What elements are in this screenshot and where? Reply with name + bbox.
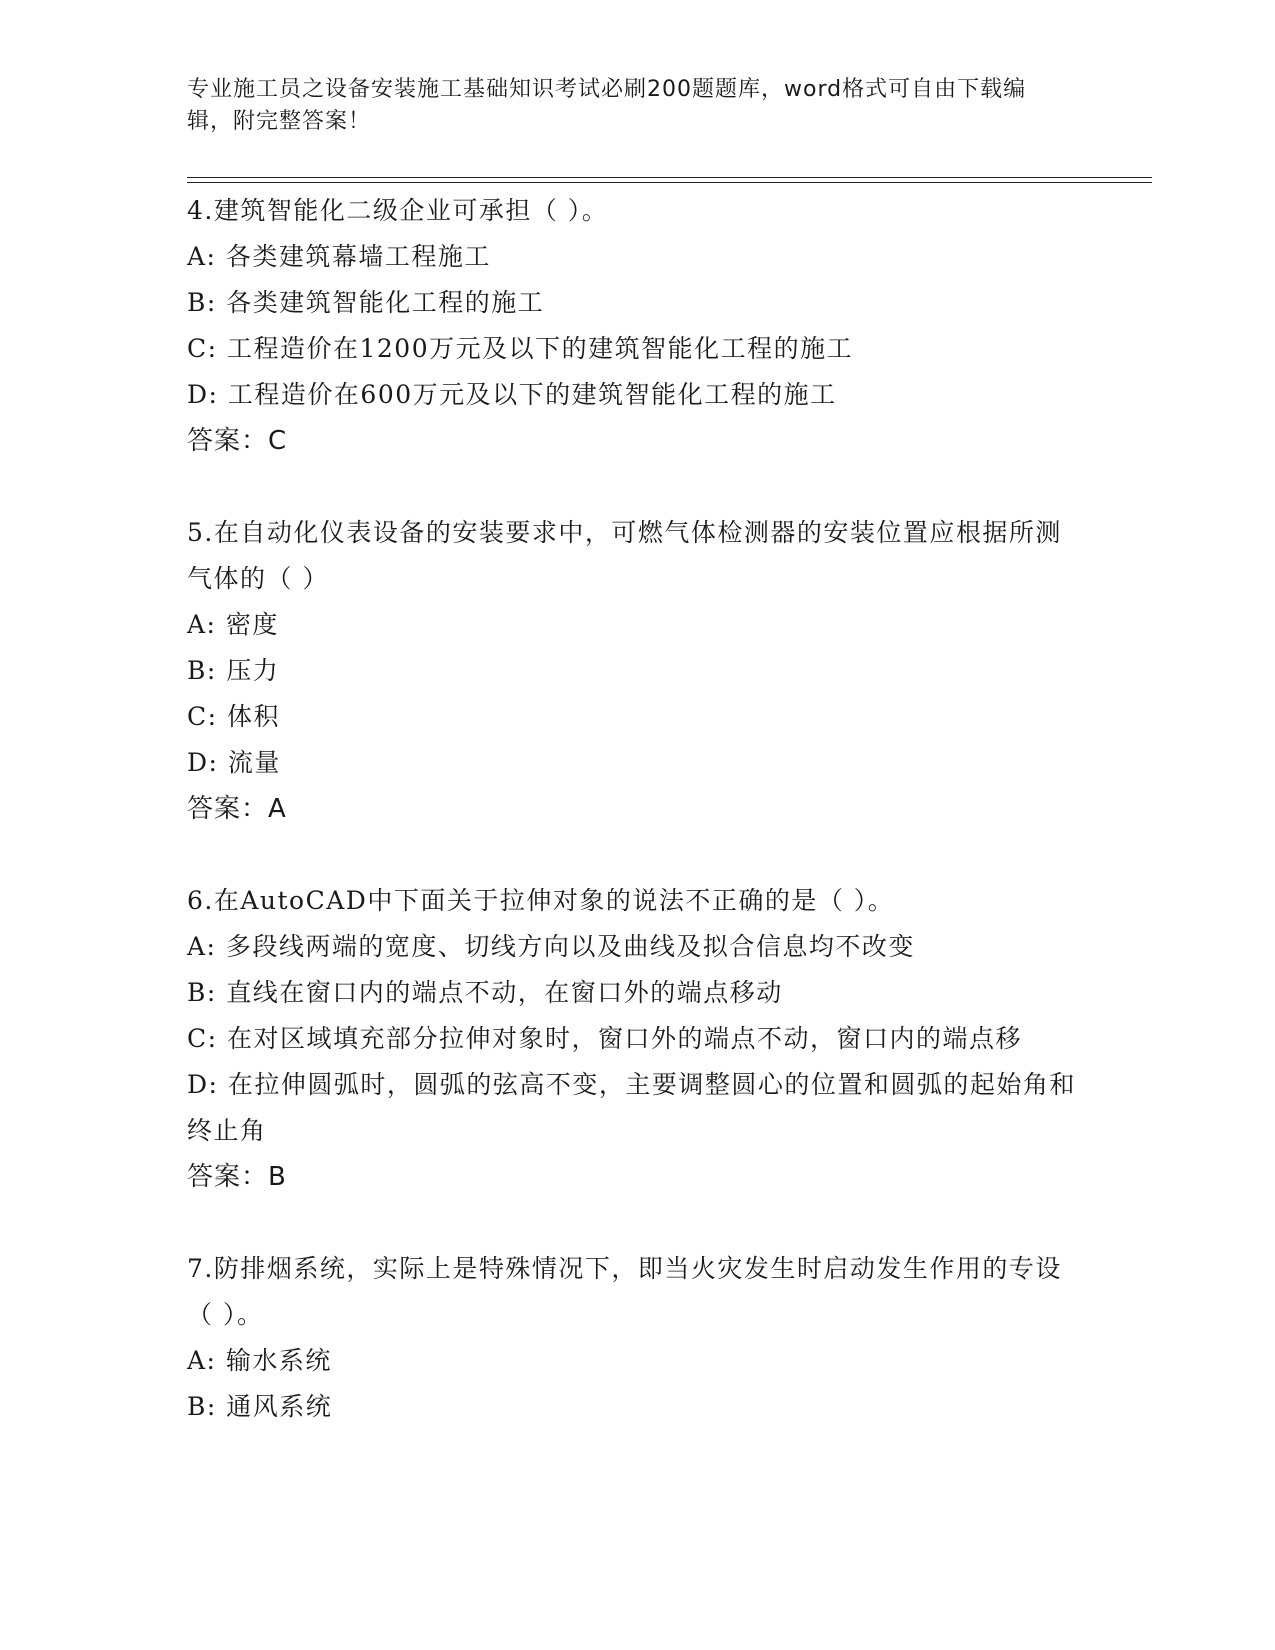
- question-5: [187, 510, 1087, 832]
- option-c: C: 在对区域填充部分拉伸对象时，窗口外的端点不动，窗口内的端点移: [187, 1024, 1023, 1053]
- document-header: 专业施工员之设备安装施工基础知识考试必刷200题题库，word格式可自由下载编辑，附完整答案！: [187, 77, 1027, 134]
- option-d: D: 工程造价在600万元及以下的建筑智能化工程的施工: [187, 380, 837, 409]
- question-7: [187, 1246, 1087, 1430]
- option-d: D: 在拉伸圆弧时，圆弧的弦高不变，主要调整圆心的位置和圆弧的起始角和终止角: [187, 1070, 1076, 1145]
- question-list: [187, 188, 1087, 1430]
- answer: 答案：C: [187, 426, 288, 456]
- header-rule-top: [187, 177, 1152, 178]
- answer: 答案：A: [187, 794, 287, 824]
- option-b: B: 压力: [187, 656, 280, 685]
- question-stem: 7.防排烟系统，实际上是特殊情况下，即当火灾发生时启动发生作用的专设（ ）。: [187, 1254, 1062, 1329]
- option-d: D: 流量: [187, 748, 281, 777]
- option-a: A: 输水系统: [187, 1346, 332, 1375]
- header-rule-bottom: [187, 182, 1152, 183]
- option-b: B: 各类建筑智能化工程的施工: [187, 288, 545, 317]
- option-b: B: 通风系统: [187, 1392, 333, 1421]
- option-a: A: 密度: [187, 610, 279, 639]
- question-gap: [187, 464, 1087, 510]
- option-c: C: 工程造价在1200万元及以下的建筑智能化工程的施工: [187, 334, 854, 363]
- question-stem: 4.建筑智能化二级企业可承担（ ）。: [187, 196, 609, 225]
- question-4: [187, 188, 1087, 464]
- option-b: B: 直线在窗口内的端点不动，在窗口外的端点移动: [187, 978, 783, 1007]
- option-a: A: 多段线两端的宽度、切线方向以及曲线及拟合信息均不改变: [187, 932, 915, 961]
- question-stem: 5.在自动化仪表设备的安装要求中，可燃气体检测器的安装位置应根据所测气体的（ ）: [187, 518, 1062, 593]
- option-a: A: 各类建筑幕墙工程施工: [187, 242, 491, 271]
- question-gap: [187, 832, 1087, 878]
- question-6: [187, 878, 1087, 1200]
- option-c: C: 体积: [187, 702, 280, 731]
- question-stem: 6.在AutoCAD中下面关于拉伸对象的说法不正确的是（ ）。: [187, 886, 895, 915]
- answer: 答案：B: [187, 1162, 287, 1192]
- question-gap: [187, 1200, 1087, 1246]
